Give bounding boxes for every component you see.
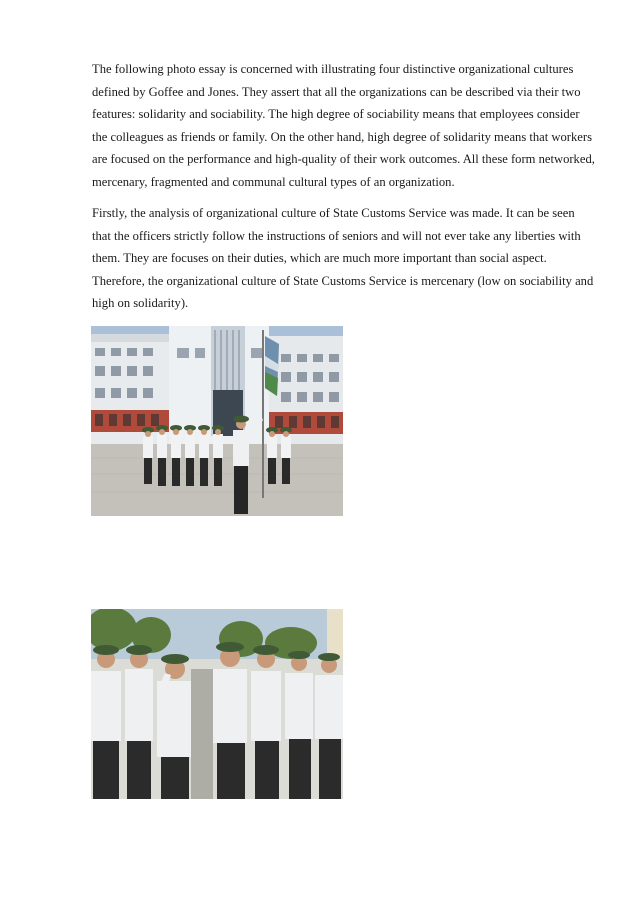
photo-customs-officers-formation (91, 326, 343, 516)
paragraph-intro: The following photo essay is concerned with illustrating four distinctive organizational cultures defined by Goffee and Jones. They assert that all the organizations can be described via their two features: solidarity and sociability. The high degree of sociability means that employees consider the colleagues as friends or family. On the other hand, high degree of solidarity means that workers are focused on the performance and high-quality of their work outcomes. All these form networked, mercenary, fragmented and communal cultural types of an organization. (92, 62, 595, 189)
photo-customs-officers-saluting (91, 609, 343, 799)
paragraph-customs-analysis: Firstly, the analysis of organizational culture of State Customs Service was made. It can be seen that the officers strictly follow the instructions of seniors and will not ever take any liberties with them. They are focuses on their duties, which are much more important than social aspect. Therefore, the organizational culture of State Customs Service is mercenary (low on sociability and high on solidarity). (92, 206, 594, 310)
officers-row (142, 425, 292, 486)
building-right-wing (269, 336, 343, 444)
